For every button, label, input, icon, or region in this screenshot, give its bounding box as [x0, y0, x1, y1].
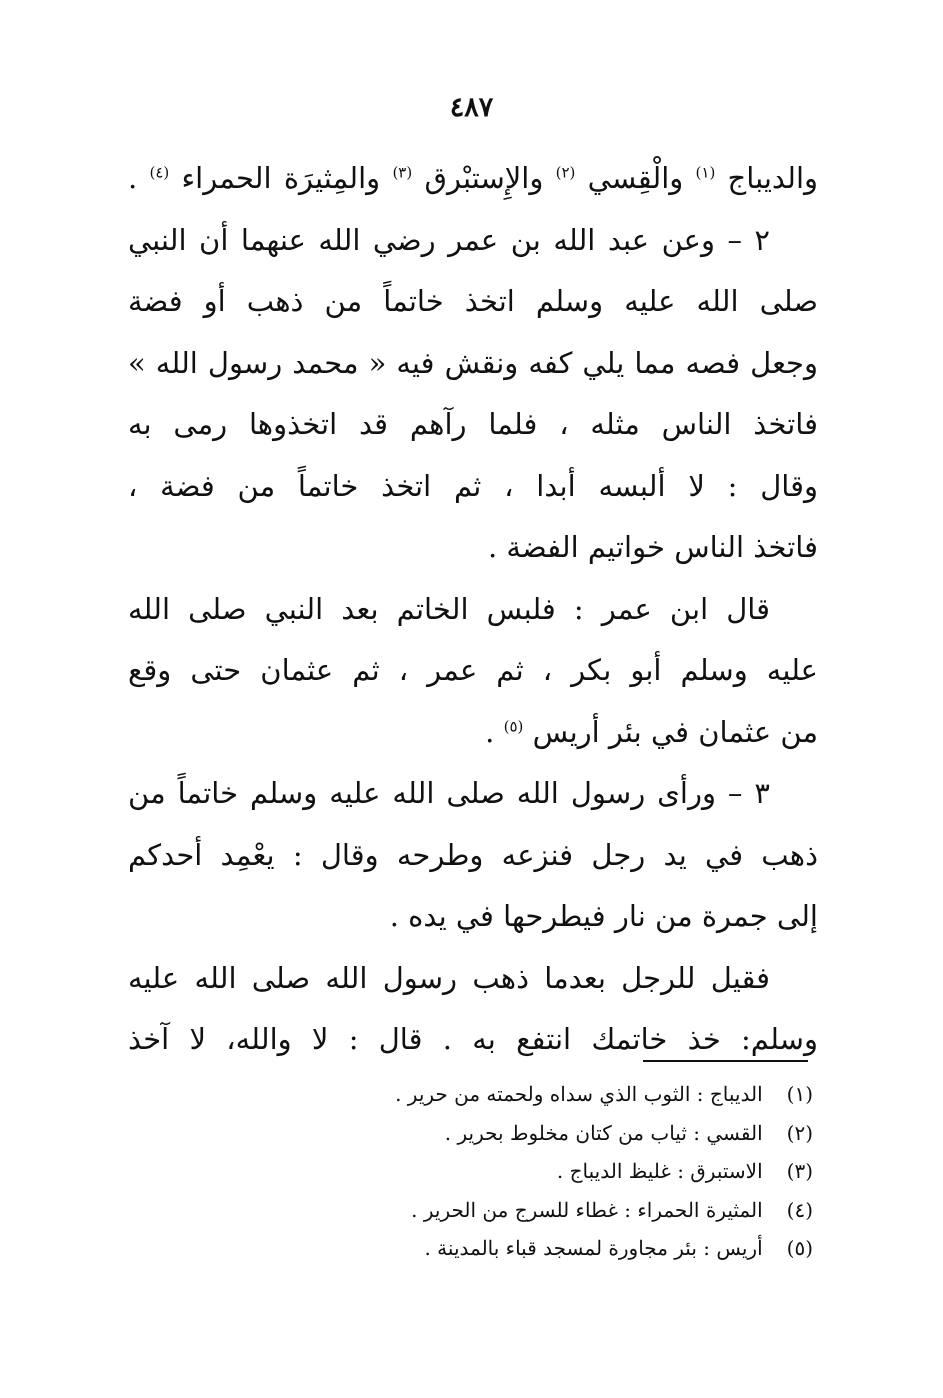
- text-line-6: وقال : لا ألبسه أبدا ، ثم اتخذ خاتماً من فضة ،: [128, 468, 818, 503]
- footnote-text: المثيرة الحمراء : غطاء للسرج من الحرير .: [411, 1197, 763, 1222]
- text-line-7: فاتخذ الناس خواتيم الفضة .: [487, 530, 818, 564]
- text-segment: والمِثيرَة الحمراء: [181, 161, 381, 195]
- text-line-4: وجعل فصه مما يلي كفه ونقش فيه « محمد رسول الله »: [128, 345, 818, 380]
- text-line-11: ٣ – ورأى رسول الله صلى الله عليه وسلم خاتماً من: [128, 776, 770, 810]
- footnote-number: (٣): [786, 1159, 813, 1183]
- text-line-10: [128, 702, 818, 764]
- text-segment: والديباج: [727, 161, 819, 195]
- footnote-text: الاستبرق : غليظ الديباج .: [556, 1159, 763, 1183]
- footnote-text: القسي : ثياب من كتان مخلوط بحرير .: [444, 1120, 763, 1145]
- footnote-ref-1: (١): [695, 163, 716, 182]
- text-line-12: ذهب في يد رجل فنزعه وطرحه وقال : يعْمِد أحدكم: [128, 837, 818, 872]
- footnote-number: (٢): [786, 1120, 813, 1145]
- footnote-ref-2: (٢): [555, 163, 576, 182]
- text-line-9: عليه وسلم أبو بكر ، ثم عمر ، ثم عثمان حتى وقع: [128, 653, 818, 687]
- footnote-number: (٤): [786, 1197, 813, 1222]
- text-line-5: فاتخذ الناس مثله ، فلما رآهم قد اتخذوها رمى به: [128, 407, 818, 441]
- text-line-13: إلى جمرة من نار فيطرحها في يده .: [389, 899, 818, 933]
- footnote-ref-3: (٣): [392, 163, 413, 182]
- text-line-2: ٢ – وعن عبد الله بن عمر رضي الله عنهما أن النبي: [128, 222, 770, 257]
- text-segment: .: [128, 161, 138, 195]
- footnote-item: [253, 1191, 813, 1230]
- text-segment: والْقِسي: [587, 161, 684, 195]
- footnote-divider: [643, 1060, 808, 1062]
- footnote-text: الديباج : الثوب الذي سداه ولحمته من حرير .: [395, 1082, 763, 1106]
- text-segment: والإِستبْرق: [424, 161, 544, 195]
- text-line-8: قال ابن عمر : فلبس الخاتم بعد النبي صلى الله: [128, 591, 770, 626]
- text-line-3: صلى الله عليه وسلم اتخذ خاتماً من ذهب أو فضة: [128, 284, 818, 318]
- page-number: ٤٨٧: [449, 92, 494, 123]
- text-line-14: فقيل للرجل بعدما ذهب رسول الله صلى الله عليه: [128, 960, 770, 995]
- footnote-number: (١): [786, 1082, 813, 1106]
- footnote-number: (٥): [786, 1236, 813, 1260]
- text-line-15: وسلم: خذ خاتمك انتفع به . قال : لا والله، لا آخذ: [128, 1022, 818, 1056]
- footnote-item: [253, 1152, 813, 1191]
- main-text: [128, 148, 818, 1071]
- footnotes: [253, 1075, 813, 1268]
- footnote-ref-5: (٥): [503, 716, 524, 735]
- footnote-ref-4: (٤): [149, 163, 170, 182]
- footnote-item: [253, 1114, 813, 1153]
- footnote-item: [253, 1229, 813, 1268]
- footnote-item: [253, 1075, 813, 1114]
- footnote-text: أريس : بئر مجاورة لمسجد قباء بالمدينة .: [424, 1236, 763, 1260]
- text-line-1: [128, 148, 818, 210]
- text-segment: من عثمان في بئر أريس: [532, 714, 818, 749]
- text-segment: .: [485, 714, 495, 749]
